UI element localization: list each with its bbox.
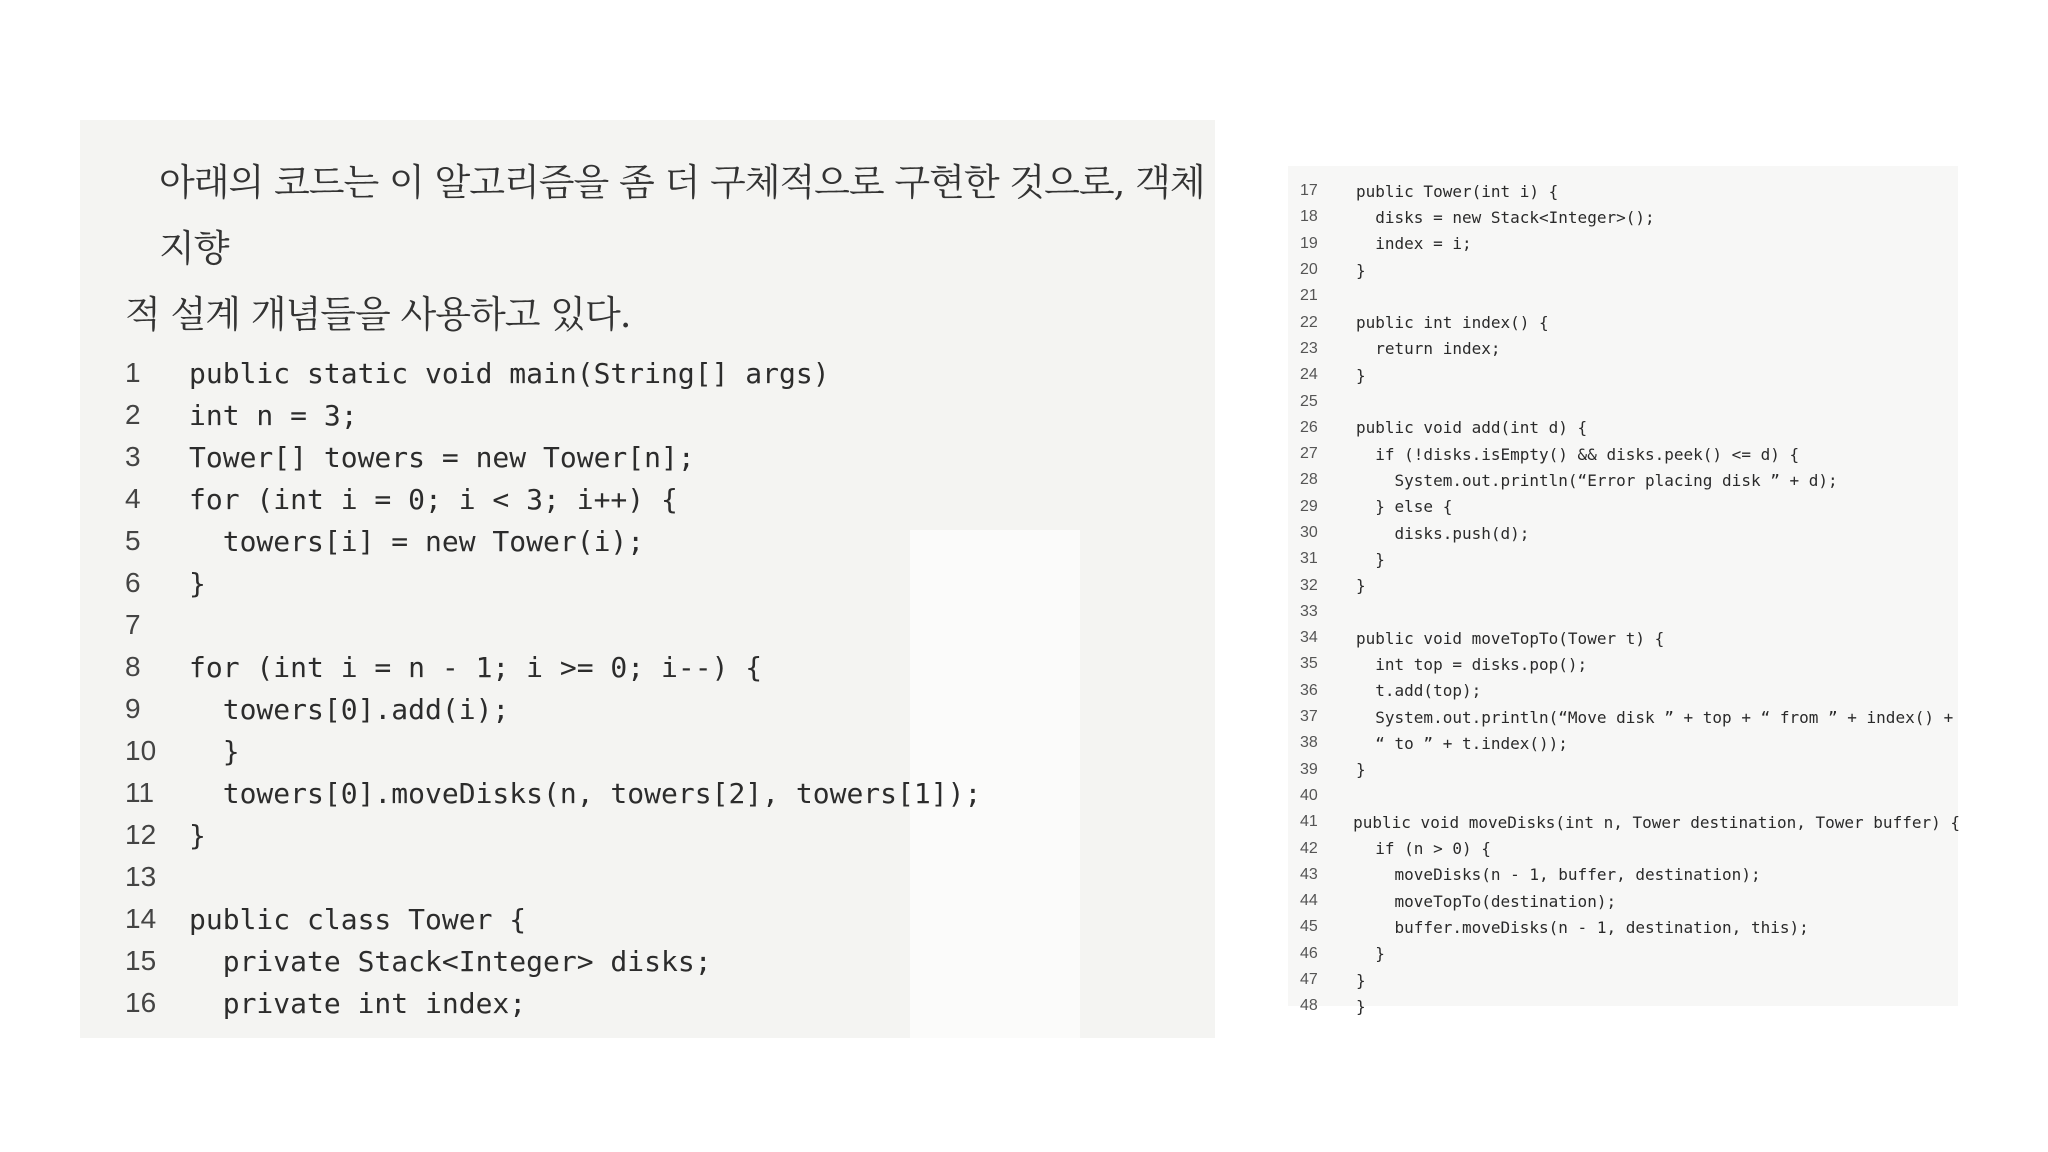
code-line: [1300, 783, 1960, 809]
code-text: t.add(top);: [1356, 681, 1482, 701]
code-text: disks.push(d);: [1356, 523, 1530, 543]
line-number: 28: [1300, 471, 1318, 489]
line-number: 6: [125, 567, 141, 598]
code-line: [125, 394, 1125, 436]
code-text: }: [1356, 970, 1366, 990]
code-line: [1300, 336, 1960, 362]
code-text: private Stack<Integer> disks;: [189, 944, 712, 978]
line-number: 2: [125, 399, 141, 430]
line-number: 21: [1300, 287, 1318, 305]
line-number: 17: [1300, 182, 1318, 200]
code-line: [125, 856, 1125, 898]
code-line: [1300, 415, 1960, 441]
code-line: [1300, 441, 1960, 467]
line-number: 45: [1300, 918, 1318, 936]
code-line: [1300, 730, 1960, 756]
code-text: int top = disks.pop();: [1356, 654, 1588, 674]
code-text: return index;: [1356, 339, 1501, 359]
code-text: for (int i = n - 1; i >= 0; i--) {: [189, 650, 763, 684]
line-number: 25: [1300, 392, 1318, 410]
code-text: buffer.moveDisks(n - 1, destination, this);: [1356, 917, 1809, 937]
right-code-listing: [1300, 178, 1960, 1020]
line-number: 19: [1300, 234, 1318, 252]
left-code-listing: [125, 352, 1125, 1024]
code-line: [125, 730, 1125, 772]
code-line: [125, 772, 1125, 814]
code-text: public void add(int d) {: [1356, 418, 1588, 438]
code-line: [1300, 494, 1960, 520]
line-number: 1: [125, 357, 141, 388]
code-line: [125, 478, 1125, 520]
line-number: 47: [1300, 971, 1318, 989]
code-text: }: [1356, 996, 1366, 1016]
code-text: disks = new Stack<Integer>();: [1356, 207, 1655, 227]
code-text: towers[i] = new Tower(i);: [189, 524, 645, 558]
code-text: if (n > 0) {: [1356, 839, 1491, 859]
code-line: [1300, 599, 1960, 625]
code-text: }: [1356, 365, 1366, 385]
code-line: [1300, 651, 1960, 677]
code-line: [125, 940, 1125, 982]
code-line: [1300, 967, 1960, 993]
code-text: Tower[] towers = new Tower[n];: [189, 440, 695, 474]
code-text: public void moveTopTo(Tower t) {: [1356, 628, 1665, 648]
line-number: 33: [1300, 602, 1318, 620]
code-text: public static void main(String[] args): [189, 356, 830, 390]
code-line: [1300, 704, 1960, 730]
code-text: }: [1356, 576, 1366, 596]
line-number: 13: [125, 861, 157, 892]
line-number: 26: [1300, 418, 1318, 436]
code-line: [1300, 362, 1960, 388]
intro-paragraph: [125, 150, 1205, 348]
line-number: 4: [125, 483, 141, 514]
code-line: [125, 814, 1125, 856]
line-number: 15: [125, 945, 157, 976]
line-number: 9: [125, 693, 141, 724]
line-number: 43: [1300, 865, 1318, 883]
line-number: 39: [1300, 760, 1318, 778]
code-line: [1300, 678, 1960, 704]
code-line: [125, 352, 1125, 394]
code-line: [1300, 809, 1960, 835]
code-line: [1300, 914, 1960, 940]
line-number: 23: [1300, 339, 1318, 357]
line-number: 3: [125, 441, 141, 472]
line-number: 44: [1300, 892, 1318, 910]
line-number: 31: [1300, 550, 1318, 568]
line-number: 48: [1300, 997, 1318, 1015]
code-text: }: [1356, 944, 1385, 964]
code-line: [1300, 283, 1960, 309]
line-number: 30: [1300, 524, 1318, 541]
code-line: [1300, 835, 1960, 861]
code-text: if (!disks.isEmpty() && disks.peek() <= d) {: [1356, 444, 1800, 464]
code-line: [1300, 309, 1960, 335]
line-number: 5: [125, 525, 141, 556]
code-text: public void moveDisks(int n, Tower destination, Tower buffer) {: [1353, 812, 1960, 832]
code-text: index = i;: [1356, 234, 1472, 254]
code-line: [1300, 862, 1960, 888]
line-number: 38: [1300, 734, 1318, 752]
line-number: 24: [1300, 366, 1318, 384]
line-number: 41: [1300, 813, 1318, 831]
line-number: 14: [125, 903, 157, 934]
code-text: System.out.println(“Move disk ” + top + “ from ” + index() +: [1356, 707, 1954, 727]
code-line: [125, 688, 1125, 730]
code-line: [1300, 257, 1960, 283]
code-line: [125, 898, 1125, 940]
line-number: 37: [1300, 708, 1318, 726]
code-line: [125, 604, 1125, 646]
line-number: 32: [1300, 576, 1318, 594]
code-text: public class Tower {: [189, 902, 527, 936]
code-line: [125, 520, 1125, 562]
code-line: [1300, 888, 1960, 914]
code-text: System.out.println(“Error placing disk ” + d);: [1356, 470, 1838, 490]
code-text: }: [1356, 549, 1385, 569]
line-number: 42: [1300, 839, 1318, 857]
line-number: 20: [1300, 261, 1318, 279]
line-number: 34: [1300, 629, 1318, 647]
code-line: [1300, 941, 1960, 967]
code-line: [1300, 993, 1960, 1019]
code-line: [1300, 467, 1960, 493]
code-line: [125, 982, 1125, 1024]
code-line: [1300, 388, 1960, 414]
code-text: }: [1356, 760, 1366, 780]
line-number: 12: [125, 819, 157, 850]
line-number: 7: [125, 609, 141, 640]
code-line: [1300, 572, 1960, 598]
line-number: 11: [125, 777, 155, 808]
code-text: towers[0].moveDisks(n, towers[2], towers[1]);: [189, 776, 982, 810]
line-number: 29: [1300, 497, 1318, 515]
intro-line-1: 아래의 코드는 이 알고리즘을 좀 더 구체적으로 구현한 것으로, 객체 지향: [159, 161, 1205, 270]
code-text: for (int i = 0; i < 3; i++) {: [189, 482, 678, 516]
line-number: 18: [1300, 208, 1318, 226]
code-line: [1300, 757, 1960, 783]
code-text: moveDisks(n - 1, buffer, destination);: [1356, 865, 1761, 885]
line-number: 40: [1300, 786, 1318, 804]
code-text: }: [189, 734, 240, 768]
code-text: }: [189, 818, 206, 852]
code-line: [1300, 204, 1960, 230]
code-line: [1300, 625, 1960, 651]
line-number: 35: [1300, 655, 1318, 673]
line-number: 46: [1300, 944, 1318, 962]
code-text: private int index;: [189, 986, 527, 1020]
code-text: “ to ” + t.index());: [1356, 733, 1568, 753]
code-text: public int index() {: [1356, 313, 1549, 333]
code-line: [125, 562, 1125, 604]
line-number: 16: [125, 987, 157, 1018]
code-line: [125, 646, 1125, 688]
code-line: [1300, 520, 1960, 546]
code-text: }: [1356, 260, 1366, 280]
code-line: [125, 436, 1125, 478]
code-line: [1300, 178, 1960, 204]
line-number: 27: [1300, 445, 1318, 463]
code-text: public Tower(int i) {: [1356, 181, 1559, 201]
code-line: [1300, 231, 1960, 257]
code-text: int n = 3;: [189, 398, 358, 432]
line-number: 36: [1300, 681, 1318, 699]
code-text: } else {: [1356, 497, 1453, 517]
code-line: [1300, 546, 1960, 572]
code-text: moveTopTo(destination);: [1356, 891, 1617, 911]
line-number: 8: [125, 651, 141, 682]
code-text: towers[0].add(i);: [189, 692, 510, 726]
line-number: 22: [1300, 313, 1318, 331]
line-number: 10: [125, 735, 157, 766]
code-text: }: [189, 566, 206, 600]
intro-line-2: 적 설계 개념들을 사용하고 있다.: [125, 293, 631, 336]
